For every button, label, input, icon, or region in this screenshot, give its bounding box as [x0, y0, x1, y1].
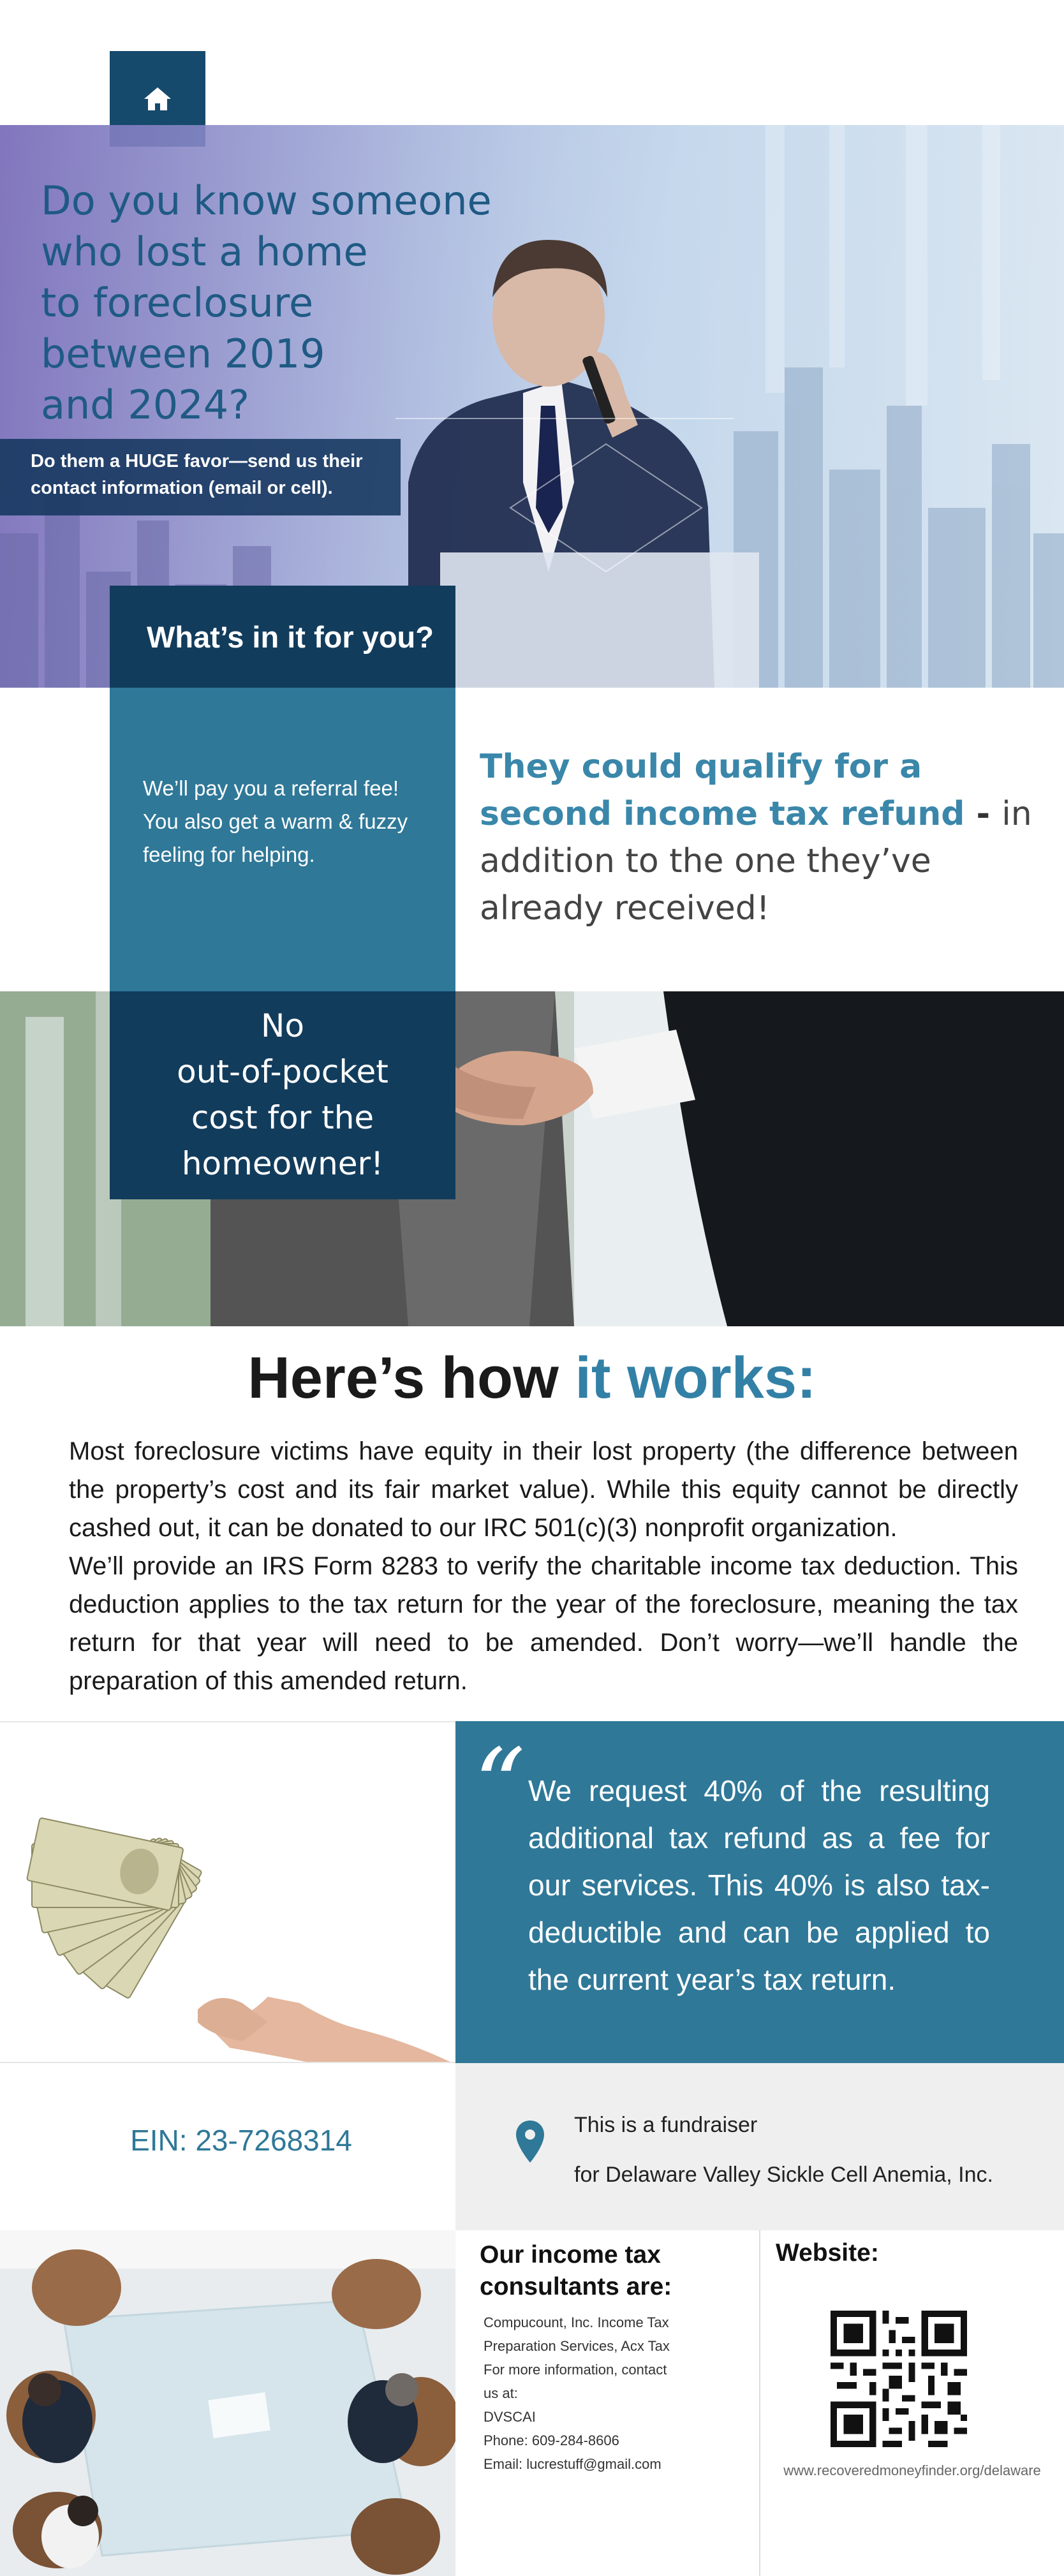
- how-title-dark: Here’s how: [248, 1345, 575, 1410]
- column-divider: [759, 2230, 760, 2576]
- cash-in-hand-illustration: [0, 1722, 455, 2063]
- consultants-phone: Phone: 609-284-8606: [484, 2432, 619, 2448]
- how-title-blue: it works:: [575, 1345, 816, 1410]
- consultants-email[interactable]: Email: lucrestuff@gmail.com: [484, 2456, 661, 2472]
- whats-in-it-heading: What’s in it for you?: [110, 586, 455, 688]
- how-it-works-title: [0, 1345, 1064, 1412]
- how-paragraph-1: Most foreclosure victims have equity in their lost property (the difference between the property’s cost and its fair market value). While this equity cannot be directly cashed out, it can be donated to our IRC 501(c)(3) nonprofit organization.: [69, 1437, 1018, 1542]
- no-cost-text: No out-of-pocket cost for the homeowner!: [110, 991, 455, 1199]
- consultants-line: Preparation Services, Acx Tax: [484, 2338, 670, 2354]
- website-url-link[interactable]: www.recoveredmoneyfinder.org/delaware: [783, 2462, 1041, 2478]
- fundraiser-line-2: for Delaware Valley Sickle Cell Anemia, Inc.: [574, 2163, 993, 2187]
- fundraiser-panel: [455, 2063, 1064, 2230]
- qr-code-icon[interactable]: [831, 2311, 967, 2447]
- money-image: [0, 1721, 455, 2063]
- hero-title: Do you know someone who lost a home to foreclosure between 2019 and 2024?: [41, 177, 492, 428]
- referral-text: We’ll pay you a referral fee! You also get a warm & fuzzy feeling for helping.: [143, 776, 408, 866]
- consultants-line: us at:: [484, 2385, 518, 2401]
- meeting-illustration: [0, 2230, 455, 2576]
- ein-number: EIN: 23-7268314: [130, 2124, 352, 2157]
- qualify-highlight: They could qualify for a second income tax refund: [480, 748, 965, 833]
- consultants-info: [484, 2311, 688, 2476]
- location-pin-icon: [514, 2119, 546, 2164]
- quote-mark-icon: “: [473, 1726, 526, 1846]
- consultants-line: DVSCAI: [484, 2409, 536, 2425]
- qualify-dash: -: [964, 795, 1002, 833]
- qualify-rest: in addition to the one they’ve already received!: [480, 795, 1032, 928]
- consultants-line: Compucount, Inc. Income Tax: [484, 2314, 669, 2330]
- qualify-text: [480, 743, 1041, 932]
- how-paragraph-2: We’ll provide an IRS Form 8283 to verify the charitable income tax deduction. This deduction applies to the tax return for the year of the foreclosure, meaning the tax return for that year will need to be amended. Don’t worry—we’ll handle the preparation of this amended return.: [69, 1552, 1018, 1695]
- fundraiser-line-1: This is a fundraiser: [574, 2113, 758, 2137]
- home-icon: [143, 86, 172, 112]
- office-meeting-image: [0, 2230, 455, 2576]
- consultants-title: Our income tax consultants are:: [480, 2241, 672, 2300]
- hero-favor-text: Do them a HUGE favor—send us their contact information (email or cell).: [0, 439, 401, 515]
- how-it-works-body: [69, 1432, 1018, 1700]
- fee-text: We request 40% of the resulting additional tax refund as a fee for our services. This 40% is also tax-deductible and can be applied to the current year’s tax return.: [528, 1774, 990, 1996]
- consultants-line: For more information, contact: [484, 2362, 667, 2378]
- website-title: Website:: [776, 2239, 879, 2267]
